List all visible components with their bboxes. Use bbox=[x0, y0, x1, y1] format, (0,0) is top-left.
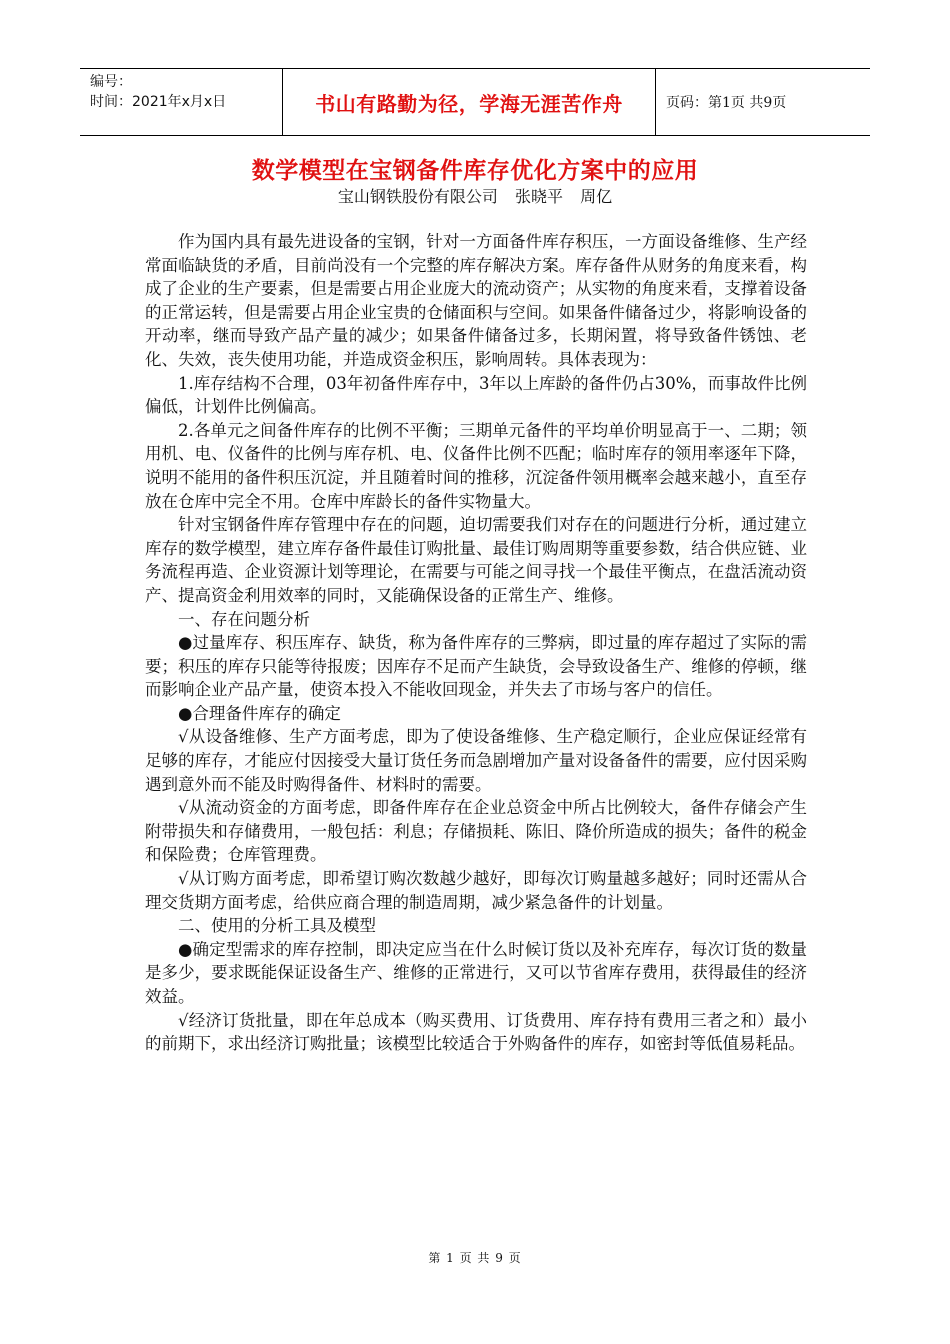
document-title: 数学模型在宝钢备件库存优化方案中的应用 bbox=[251, 158, 699, 184]
document-authors: 宝山钢铁股份有限公司 张晓平 周亿 bbox=[337, 187, 613, 206]
paragraph: √从订购方面考虑，即希望订购次数越少越好，即每次订购量越多越好；同时还需从合理交货期方面考虑，给供应商合理的制造周期，减少紧急备件的计划量。 bbox=[145, 869, 807, 912]
page-info-text: 页码：第1页 共9页 bbox=[666, 95, 787, 111]
paragraph: √从流动资金的方面考虑，即备件库存在企业总资金中所占比例较大，备件存储会产生附带损失和存储费用，一般包括：利息；存储损耗、陈旧、降价所造成的损失；备件的税金和保险费；仓库管理费。 bbox=[145, 798, 807, 865]
paragraph: 1.库存结构不合理，03年初备件库存中，3年以上库龄的备件仍占30%，而事故件比例偏低，计划件比例偏高。 bbox=[145, 373, 807, 417]
paragraph: 针对宝钢备件库存管理中存在的问题，迫切需要我们对存在的问题进行分析，通过建立库存的数学模型，建立库存备件最佳订购批量、最佳订购周期等重要参数，结合供应链、业务流程再造、企业资源计划等理论，在需要与可能之间寻找一个最佳平衡点，在盘活流动资产、提高资金利用效率的同时，又能确保设备的正常生产、维修。 bbox=[145, 515, 807, 605]
header-meta bbox=[80, 69, 283, 135]
motto-text: 书山有路勤为径，学海无涯苦作舟 bbox=[315, 91, 623, 116]
section-heading: 一、存在问题分析 bbox=[178, 609, 310, 629]
document-body bbox=[145, 230, 807, 1056]
time-label: 时间：2021年x月x日 bbox=[90, 94, 227, 110]
paragraph: ●合理备件库存的确定 bbox=[178, 703, 341, 723]
header-page-info bbox=[656, 69, 870, 135]
paragraph: √从设备维修、生产方面考虑，即为了使设备维修、生产稳定顺行，企业应保证经常有足够的库存，才能应付因接受大量订货任务而急剧增加产量对设备备件的需要，应付因采购遇到意外而不能及时购得备件、材料时的需要。 bbox=[145, 727, 807, 794]
paragraph: 作为国内具有最先进设备的宝钢，针对一方面备件库存积压，一方面设备维修、生产经常面临缺货的矛盾，目前尚没有一个完整的库存解决方案。库存备件从财务的角度来看，构成了企业的生产要素，但是需要占用企业庞大的流动资产；从实物的角度来看，支撑着设备的正常运转，但是需要占用企业宝贵的仓储面积与空间。如果备件储备过少，将影响设备的开动率，继而导致产品产量的减少；如果备件储备过多，长期闲置，将导致备件锈蚀、老化、失效，丧失使用功能，并造成资金积压，影响周转。具体表现为： bbox=[145, 232, 807, 369]
page-header bbox=[80, 68, 870, 136]
paragraph: 2.各单元之间备件库存的比例不平衡；三期单元备件的平均单价明显高于一、二期；领用机、电、仪备件的比例与库存机、电、仪备件比例不匹配；临时库存的领用率逐年下降，说明不能用的备件积压沉淀，并且随着时间的推移，沉淀备件领用概率会越来越小，直至存放在仓库中完全不用。仓库中库龄长的备件实物量大。 bbox=[145, 420, 807, 511]
number-label: 编号： bbox=[90, 74, 132, 90]
paragraph: ●过量库存、积压库存、缺货，称为备件库存的三弊病，即过量的库存超过了实际的需要；积压的库存只能等待报废；因库存不足而产生缺货，会导致设备生产、维修的停顿，继而影响企业产品产量，使资本投入不能收回现金，并失去了市场与客户的信任。 bbox=[145, 633, 807, 700]
section-heading: 二、使用的分析工具及模型 bbox=[178, 916, 376, 936]
paragraph: √经济订货批量，即在年总成本（购买费用、订货费用、库存持有费用三者之和）最小的前期下，求出经济订购批量；该模型比较适合于外购备件的库存，如密封等低值易耗品。 bbox=[145, 1010, 807, 1054]
page-footer: 第 1 页 共 9 页 bbox=[428, 1251, 522, 1265]
header-motto bbox=[283, 69, 656, 135]
paragraph: ●确定型需求的库存控制，即决定应当在什么时候订货以及补充库存，每次订货的数量是多少，要求既能保证设备生产、维修的正常进行，又可以节省库存费用，获得最佳的经济效益。 bbox=[145, 939, 807, 1006]
